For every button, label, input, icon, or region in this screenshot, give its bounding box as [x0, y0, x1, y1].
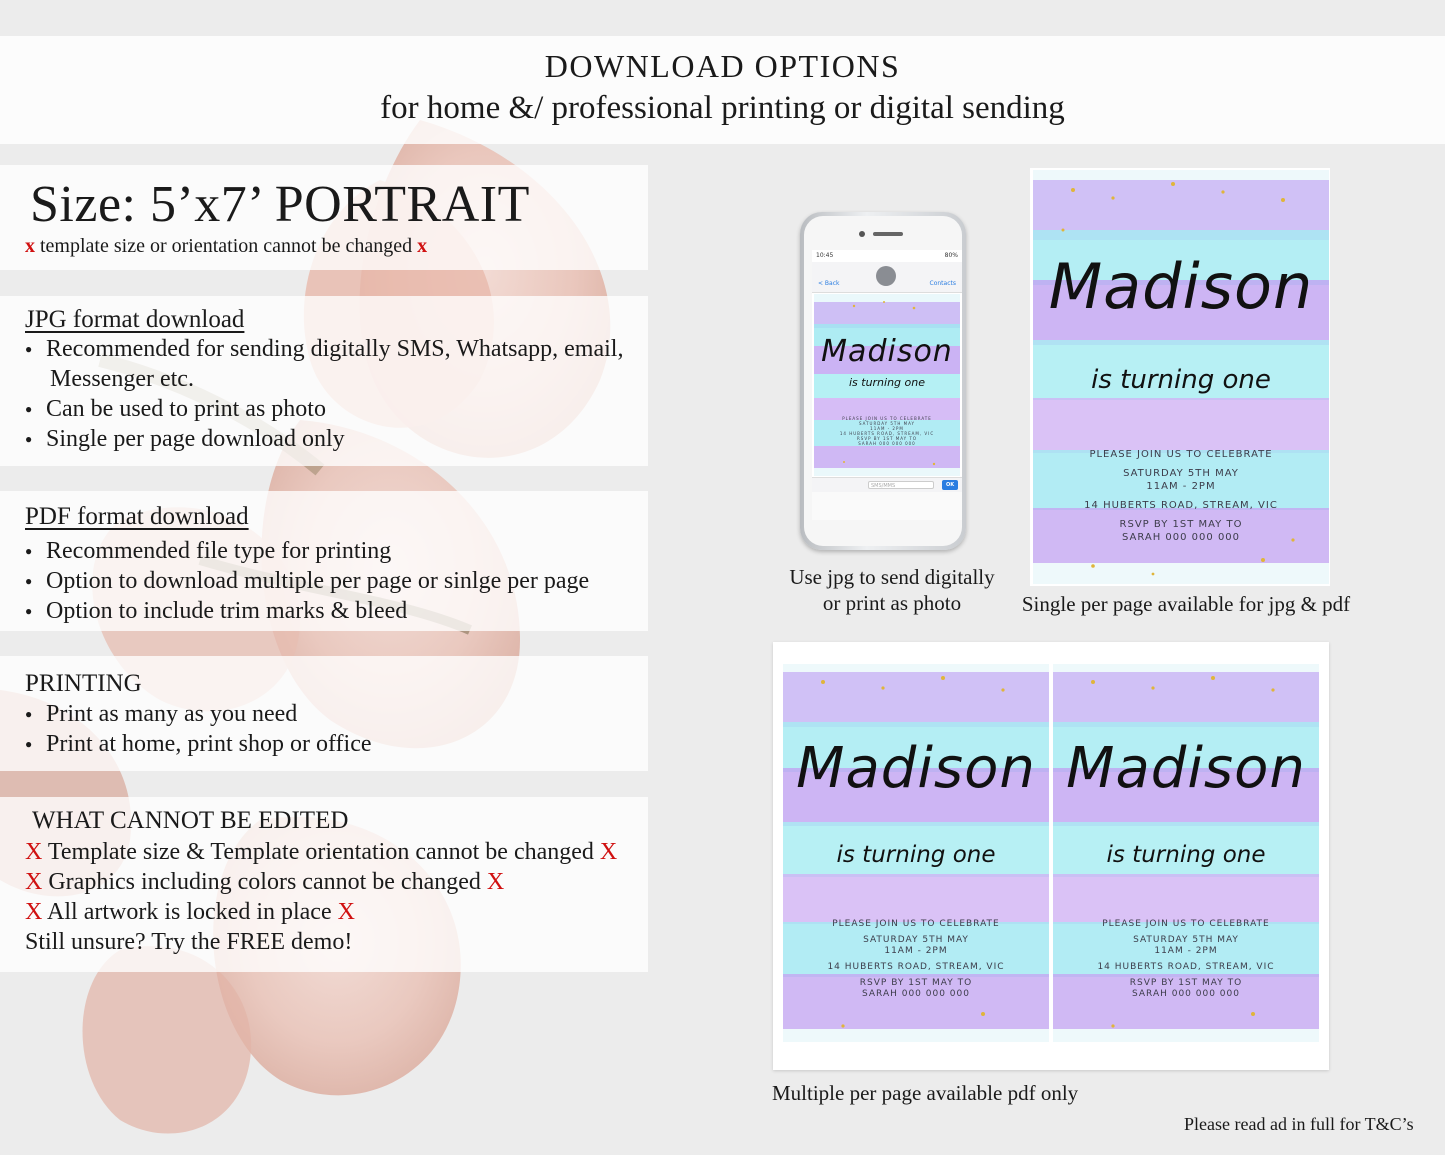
status-battery: 80%	[944, 252, 958, 259]
invitation-line: PLEASE JOIN US TO CELEBRATE	[842, 416, 932, 421]
invitation-details	[1033, 448, 1329, 544]
pdf-panel	[0, 491, 648, 631]
list-item-continuation: Messenger etc.	[50, 366, 194, 392]
size-note-text: template size or orientation cannot be changed	[40, 235, 413, 257]
red-x-icon: X	[25, 899, 43, 925]
invitation-line: 11AM - 2PM	[870, 426, 904, 431]
invitation-line: PLEASE JOIN US TO CELEBRATE	[1102, 919, 1270, 929]
status-bar	[812, 250, 962, 262]
invitation-line: SARAH 000 000 000	[862, 989, 970, 999]
contacts-link: Contacts	[929, 280, 956, 287]
single-caption: Single per page available for jpg & pdf	[1021, 592, 1351, 616]
invitation-subtitle: is turning one	[1106, 842, 1266, 868]
cannot-edit-panel	[0, 797, 648, 972]
footer-note: Please read ad in full for T&C’s	[1184, 1114, 1414, 1134]
invitation-subtitle: is turning one	[848, 376, 926, 389]
invitation-line: 11AM - 2PM	[1146, 481, 1216, 492]
invitation-line: 11AM - 2PM	[1154, 946, 1218, 956]
red-x-icon: X	[599, 839, 618, 865]
pdf-heading: PDF format download	[25, 503, 249, 530]
size-panel	[0, 165, 648, 270]
invitation-line: 14 HUBERTS ROAD, STREAM, VIC	[839, 431, 935, 436]
message-input: SMS/MMS	[868, 481, 934, 489]
printing-heading: PRINTING	[25, 670, 142, 697]
page-subtitle: for home &/ professional printing or digital sending	[380, 90, 1065, 126]
invitation-line: SATURDAY 5TH MAY	[863, 935, 969, 945]
invitation-line: SATURDAY 5TH MAY	[1133, 935, 1239, 945]
jpg-panel	[0, 296, 648, 466]
list-item	[25, 837, 617, 867]
invitation-name: Madison	[821, 334, 953, 369]
red-x-icon: X	[486, 869, 505, 895]
cannot-edit-heading: WHAT CANNOT BE EDITED	[32, 807, 349, 834]
message-nav-bar	[812, 262, 962, 293]
speaker-icon	[873, 232, 903, 236]
invitation-line: 14 HUBERTS ROAD, STREAM, VIC	[1097, 962, 1275, 972]
send-button: OK	[942, 480, 958, 490]
invitation-name: Madison	[1066, 736, 1306, 801]
avatar-icon	[876, 266, 896, 286]
single-invitation-preview	[1033, 170, 1329, 584]
phone-body	[804, 216, 962, 546]
back-link: < Back	[818, 280, 840, 287]
invitation-name: Madison	[796, 736, 1036, 801]
invitation-line: RSVP BY 1ST MAY TO	[859, 978, 973, 988]
phone-invitation-preview	[814, 294, 960, 476]
phone-screen	[812, 250, 962, 520]
printing-bullet-list	[25, 699, 372, 759]
list-item: ● Option to download multiple per page or sinlge per page	[25, 566, 589, 596]
size-note	[25, 235, 427, 258]
list-item	[25, 867, 617, 897]
invitation-line: SARAH 000 000 000	[858, 441, 916, 446]
status-time: 10:45	[816, 252, 834, 259]
red-x-icon: X	[337, 899, 355, 925]
list-item: ● Single per page download only	[25, 424, 623, 454]
list-item	[25, 897, 617, 927]
list-item-text: All artwork is locked in place	[47, 899, 332, 925]
invitation-subtitle: is turning one	[836, 842, 996, 868]
invitation-details	[783, 919, 1049, 1000]
invitation-details	[1053, 919, 1319, 1000]
invitation-line: 14 HUBERTS ROAD, STREAM, VIC	[827, 962, 1005, 972]
invitation-line: 11AM - 2PM	[884, 946, 948, 956]
red-x-icon: X	[25, 839, 43, 865]
invitation-line: RSVP BY 1ST MAY TO	[1119, 519, 1243, 530]
demo-line: Still unsure? Try the FREE demo!	[25, 929, 353, 955]
invitation-line: SATURDAY 5TH MAY	[859, 421, 915, 426]
phone-caption	[780, 564, 1004, 616]
invitation-line: SARAH 000 000 000	[1121, 532, 1241, 543]
red-x-icon: x	[417, 235, 428, 257]
list-item-text: Graphics including colors cannot be changed	[48, 869, 481, 895]
printing-panel	[0, 656, 648, 771]
phone-softkeys	[812, 492, 962, 520]
list-item: ● Option to include trim marks & bleed	[25, 596, 589, 626]
invitation-line: RSVP BY 1ST MAY TO	[857, 436, 917, 441]
invitation-line: 14 HUBERTS ROAD, STREAM, VIC	[1084, 500, 1278, 511]
list-item	[25, 334, 623, 394]
invitation-details	[814, 416, 960, 446]
invitation-line: PLEASE JOIN US TO CELEBRATE	[1089, 449, 1273, 460]
phone-caption-line: or print as photo	[822, 591, 962, 615]
red-x-icon: X	[25, 869, 43, 895]
list-item: ● Can be used to print as photo	[25, 394, 623, 424]
page-title: DOWNLOAD OPTIONS	[544, 48, 901, 84]
invitation-line: RSVP BY 1ST MAY TO	[1129, 978, 1243, 988]
pdf-bullet-list	[25, 536, 589, 626]
multi-invitation-preview-left	[783, 664, 1049, 1042]
phone-mockup	[800, 212, 966, 550]
message-compose-bar	[812, 477, 962, 492]
jpg-heading: JPG format download	[25, 306, 245, 333]
list-item: ● Print at home, print shop or office	[25, 729, 372, 759]
invitation-line: SATURDAY 5TH MAY	[1123, 468, 1239, 479]
list-item: ● Print as many as you need	[25, 699, 372, 729]
invitation-name: Madison	[1048, 250, 1314, 323]
invitation-line: SARAH 000 000 000	[1132, 989, 1240, 999]
size-title: Size: 5’x7’ PORTRAIT	[30, 176, 530, 233]
list-item: ● Recommended file type for printing	[25, 536, 589, 566]
multi-invitation-preview-right	[1053, 664, 1319, 1042]
phone-caption-line: Use jpg to send digitally	[789, 565, 995, 589]
cannot-edit-list	[25, 837, 617, 957]
camera-icon	[859, 231, 865, 237]
multiple-caption: Multiple per page available pdf only	[772, 1081, 1079, 1105]
invitation-subtitle: is turning one	[1091, 365, 1271, 395]
list-item-text: Recommended for sending digitally SMS, Whatsapp, email,	[46, 336, 624, 362]
jpg-bullet-list	[25, 334, 623, 454]
red-x-icon: x	[25, 235, 35, 257]
invitation-line: PLEASE JOIN US TO CELEBRATE	[832, 919, 1000, 929]
list-item-text: Template size & Template orientation cannot be changed	[47, 839, 594, 865]
header-banner	[0, 36, 1445, 144]
